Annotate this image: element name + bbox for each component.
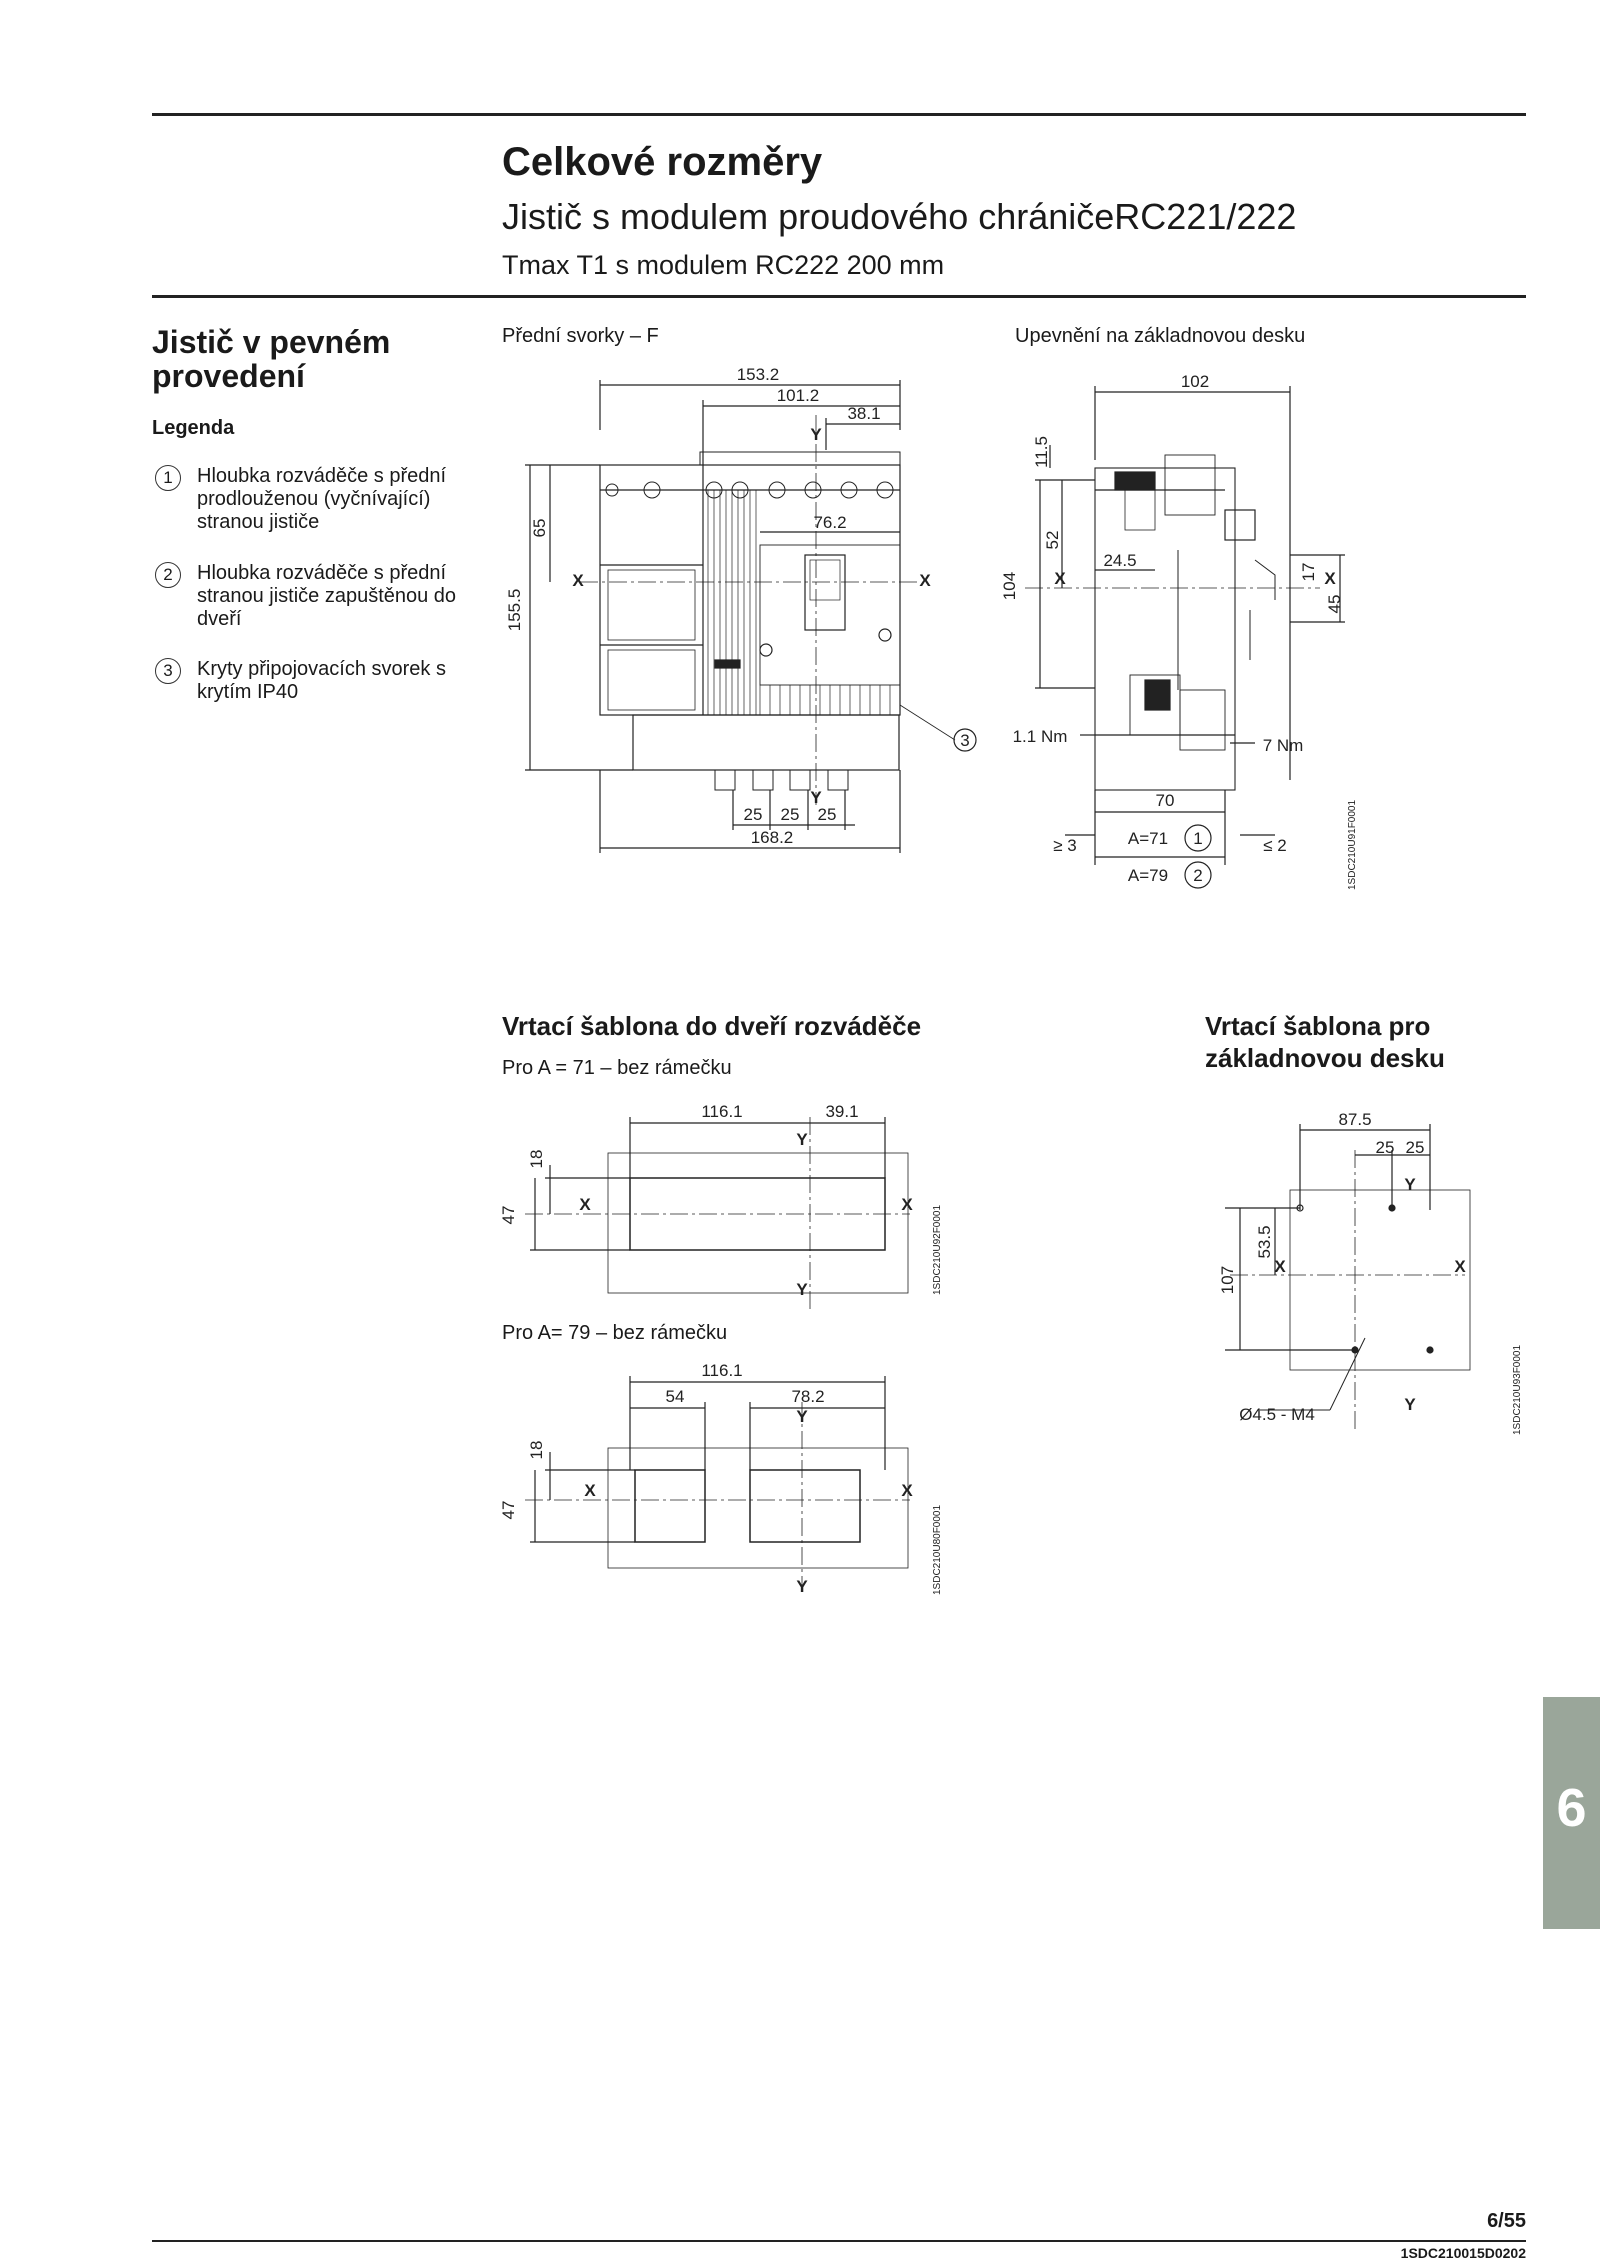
dim-a71: A=71 — [1127, 829, 1169, 848]
door-template-case2: Pro A= 79 – bez rámečku — [502, 1322, 728, 1344]
dim-39: 39.1 — [825, 1102, 859, 1121]
door-template-1 — [490, 1095, 970, 1315]
base-template-heading-line2: základnovou desku — [1205, 1043, 1445, 1073]
page-subtitle-2: Tmax T1 s modulem RC222 200 mm — [502, 250, 945, 280]
dim-153: 153.2 — [736, 365, 780, 384]
dim-76: 76.2 — [813, 513, 847, 532]
mounting-caption: Upevnění na základnovou desku — [1015, 325, 1306, 347]
dim-102: 102 — [1180, 372, 1210, 391]
base-template-heading — [1205, 1010, 1445, 1074]
dim-104: 104 — [1000, 571, 1019, 601]
side-view-drawing — [1000, 360, 1360, 900]
torque-1-1nm: 1.1 Nm — [1012, 727, 1068, 746]
dim-52: 52 — [1043, 530, 1062, 550]
drawing-code: 1SDC210U80F0001 — [932, 1504, 943, 1595]
axis-y-bottom: Y — [1404, 1395, 1416, 1414]
door-template-case1: Pro A = 71 – bez rámečku — [502, 1057, 732, 1079]
page-title: Celkové rozměry — [502, 140, 823, 184]
dim-65: 65 — [530, 518, 549, 538]
axis-y-bottom: Y — [796, 1577, 808, 1596]
legend-heading: Legenda — [152, 417, 235, 439]
legend-text: Kryty připojovacích svorek s krytím IP40 — [197, 658, 446, 703]
legend-text: Hloubka rozváděče s přední stranou jističe zapuštěnou do dveří — [197, 562, 457, 630]
hole-spec: Ø4.5 - M4 — [1239, 1405, 1315, 1424]
dim-54: 54 — [665, 1387, 685, 1406]
chapter-tab — [1543, 1697, 1600, 1929]
dim-47: 47 — [499, 1205, 518, 1225]
axis-y-bottom: Y — [810, 788, 822, 807]
top-rule — [152, 113, 1526, 116]
dim-38: 38.1 — [847, 404, 881, 423]
axis-x-right: X — [901, 1481, 913, 1500]
axis-x-left: X — [572, 571, 584, 590]
dim-11: 11.5 — [1032, 436, 1051, 468]
dim-ge3: ≥ 3 — [1053, 836, 1077, 855]
axis-x-right: X — [901, 1195, 913, 1214]
base-template-heading-line1: Vrtací šablona pro — [1205, 1011, 1431, 1041]
axis-y-top: Y — [796, 1407, 808, 1426]
page-number: 6/55 — [1487, 2210, 1526, 2232]
axis-y-top: Y — [810, 425, 822, 444]
header-rule — [152, 295, 1526, 298]
dim-70: 70 — [1155, 791, 1175, 810]
axis-x-right: X — [919, 571, 931, 590]
dim-18: 18 — [527, 1440, 546, 1460]
dim-53: 53.5 — [1255, 1225, 1274, 1259]
dim-47: 47 — [499, 1500, 518, 1520]
door-template-heading: Vrtací šablona do dveří rozváděče — [502, 1011, 922, 1041]
legend-text: Hloubka rozváděče s přední prodlouženou (vyčnívající) stranou jističe — [197, 465, 447, 533]
dim-a79: A=79 — [1127, 866, 1169, 885]
axis-x-left: X — [1054, 569, 1066, 588]
page-subtitle: Jistič s modulem proudového chráničeRC221/222 — [502, 196, 1297, 237]
dim-116: 116.1 — [701, 1361, 743, 1380]
axis-x-left: X — [584, 1481, 596, 1500]
front-terminals-caption: Přední svorky – F — [502, 325, 659, 347]
dim-25c: 25 — [817, 805, 837, 824]
dim-78: 78.2 — [791, 1387, 825, 1406]
dim-116: 116.1 — [701, 1102, 743, 1121]
callout-1: 1 — [1193, 829, 1203, 848]
section-title-line2: provedení — [152, 358, 305, 394]
axis-x-right: X — [1454, 1257, 1466, 1276]
dim-17: 17 — [1299, 562, 1318, 582]
front-view-drawing — [500, 360, 1000, 860]
axis-y-bottom: Y — [796, 1280, 808, 1299]
axis-x-right: X — [1324, 569, 1336, 588]
axis-x-left: X — [1274, 1257, 1286, 1276]
legend-number: 2 — [155, 562, 181, 588]
dim-24: 24.5 — [1103, 551, 1137, 570]
door-template-2 — [490, 1360, 970, 1600]
drawing-code: 1SDC210U92F0001 — [932, 1204, 943, 1295]
callout-2: 2 — [1193, 866, 1203, 885]
axis-y-top: Y — [1404, 1175, 1416, 1194]
drawing-code: 1SDC210U91F0001 — [1347, 799, 1358, 890]
legend-number: 3 — [155, 658, 181, 684]
chapter-number: 6 — [1556, 1778, 1587, 1838]
axis-x-left: X — [579, 1195, 591, 1214]
drawing-code: 1SDC210U93F0001 — [1512, 1344, 1523, 1435]
section-title — [152, 325, 390, 393]
dim-le2: ≤ 2 — [1263, 836, 1287, 855]
dim-25a: 25 — [743, 805, 763, 824]
dim-25a: 25 — [1375, 1138, 1395, 1157]
dim-168: 168.2 — [750, 828, 794, 847]
dim-107: 107 — [1218, 1265, 1237, 1295]
dim-45: 45 — [1325, 594, 1344, 614]
document-code: 1SDC210015D0202 — [1400, 2245, 1526, 2261]
dim-18: 18 — [527, 1149, 546, 1169]
dim-87: 87.5 — [1338, 1110, 1372, 1129]
dim-155: 155.5 — [505, 588, 524, 632]
dim-25b: 25 — [1405, 1138, 1425, 1157]
footer-rule — [152, 2240, 1526, 2242]
legend-number: 1 — [155, 465, 181, 491]
torque-7nm: 7 Nm — [1262, 736, 1304, 755]
base-template — [1205, 1100, 1535, 1440]
dim-101: 101.2 — [776, 386, 820, 405]
axis-y-top: Y — [796, 1130, 808, 1149]
section-title-line1: Jistič v pevném — [152, 324, 391, 360]
callout-3: 3 — [960, 731, 970, 750]
dim-25b: 25 — [780, 805, 800, 824]
